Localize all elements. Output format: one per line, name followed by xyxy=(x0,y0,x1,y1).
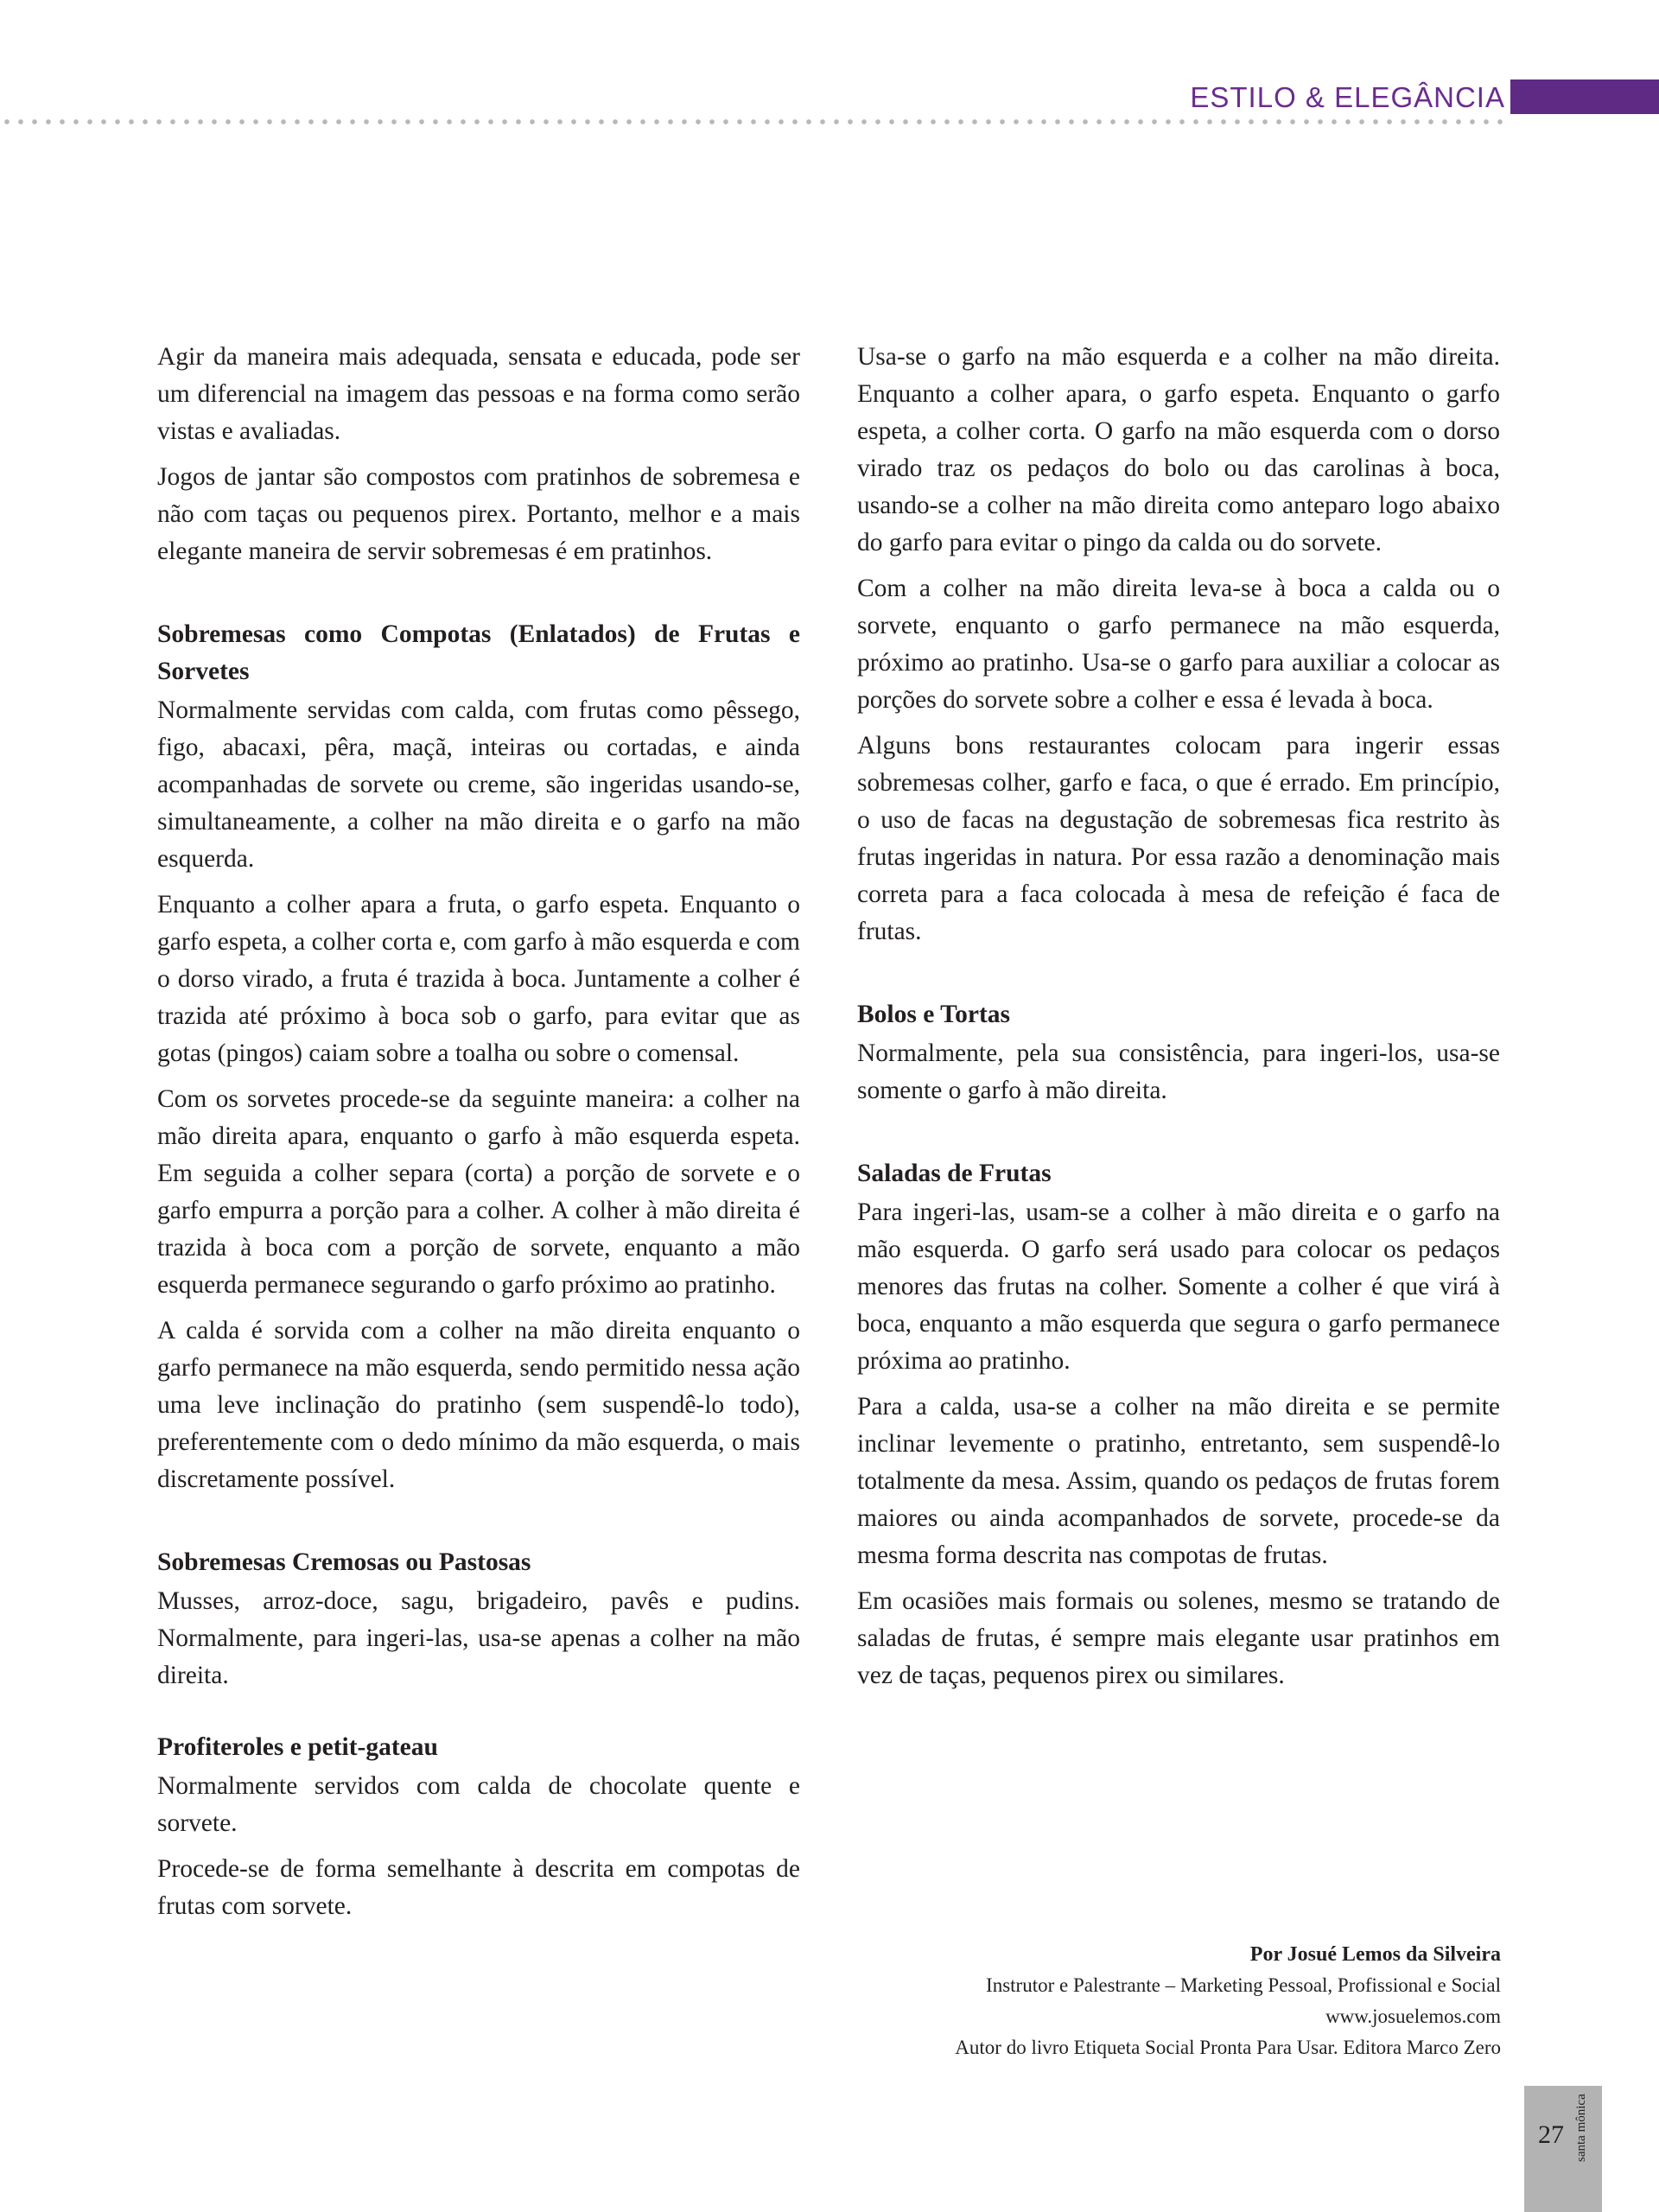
paragraph: Enquanto a colher apara a fruta, o garfo espeta. Enquanto o garfo espeta, a colher corta e, com garfo à mão esquerda e com o dorso virado, a fruta é trazida à boca. Juntamente a colher é trazida até próximo à boca sob o garfo, para evitar que as gotas (pingos) caiam sobre a toalha ou sobre o comensal. xyxy=(157,891,800,1067)
paragraph: Usa-se o garfo na mão esquerda e a colher na mão direita. Enquanto a colher apara, o garfo espeta. Enquanto o garfo espeta, a colher corta. O garfo na mão esquerda com o dorso virado traz os pedaços do bolo ou das carolinas à boca, usando-se a colher na mão direita como anteparo logo abaixo do garfo para evitar o pingo da calda ou do sorvete. xyxy=(857,343,1500,556)
paragraph: Procede-se de forma semelhante à descrita em compotas de frutas com sorvete. xyxy=(157,1855,800,1920)
paragraph: A calda é sorvida com a colher na mão direita enquanto o garfo permanece na mão esquerda, sendo permitido nessa ação uma leve inclinação do pratinho (sem suspendê-lo todo), preferentemente com o dedo mínimo da mão esquerda, o mais discretamente possível. xyxy=(157,1317,800,1493)
paragraph: Para a calda, usa-se a colher na mão direita e se permite inclinar levemente o pratinho, entretanto, sem suspendê-lo totalmente da mesa. Assim, quando os pedaços de frutas forem maiores ou ainda acompanhados de sorvete, procede-se da mesma forma descrita nas compotas de frutas. xyxy=(857,1393,1500,1569)
section-heading-saladas: Saladas de Frutas xyxy=(857,1160,1052,1187)
section-title: ESTILO & ELEGÂNCIA xyxy=(1190,81,1505,113)
paragraph: Jogos de jantar são compostos com pratinhos de sobremesa e não com taças ou pequenos pirex. Portanto, melhor e a mais elegante maneira de servir sobremesas é em pratinhos. xyxy=(157,463,800,565)
author-role: Instrutor e Palestrante – Marketing Pessoal, Profissional e Social xyxy=(986,1974,1501,1996)
section-heading-cremosas: Sobremesas Cremosas ou Pastosas xyxy=(157,1548,531,1576)
paragraph: Agir da maneira mais adequada, sensata e educada, pode ser um diferencial na imagem das pessoas e na forma como serão vistas e avaliadas. xyxy=(157,343,800,445)
paragraph: Musses, arroz-doce, sagu, brigadeiro, pavês e pudins. Normalmente, para ingeri-las, usa-se apenas a colher na mão direita. xyxy=(157,1587,800,1689)
page-number-tab xyxy=(1524,2086,1602,2212)
author-signature xyxy=(844,1939,1501,2063)
paragraph: Normalmente servidas com calda, com frutas como pêssego, figo, abacaxi, pêra, maçã, inteiras ou cortadas, e ainda acompanhadas de sorvete ou creme, são ingeridas usando-se, simultaneamente, a colher na mão direita e o garfo na mão esquerda. xyxy=(157,696,800,873)
paragraph: Em ocasiões mais formais ou solenes, mesmo se tratando de saladas de frutas, é sempre mais elegante usar pratinhos em vez de taças, pequenos pirex ou similares. xyxy=(857,1587,1500,1689)
paragraph: Normalmente servidos com calda de chocolate quente e sorvete. xyxy=(157,1772,800,1837)
left-column xyxy=(157,339,800,1934)
author-website[interactable]: www.josuelemos.com xyxy=(1325,2005,1501,2027)
section-heading-bolos: Bolos e Tortas xyxy=(857,1001,1011,1028)
paragraph: Com a colher na mão direita leva-se à boca a calda ou o sorvete, enquanto o garfo permanece na mão esquerda, próximo ao pratinho. Usa-se o garfo para auxiliar a colocar as porções do sorvete sobre a colher e essa é levada à boca. xyxy=(857,575,1500,714)
paragraph: Normalmente, pela sua consistência, para ingeri-los, usa-se somente o garfo à mão direita. xyxy=(857,1039,1500,1104)
section-heading-profiteroles: Profiteroles e petit-gateau xyxy=(157,1733,438,1761)
paragraph: Para ingeri-las, usam-se a colher à mão direita e o garfo na mão esquerda. O garfo será usado para colocar os pedaços menores das frutas na colher. Somente a colher é que virá à boca, enquanto a mão esquerda que segura o garfo permanece próxima ao pratinho. xyxy=(857,1198,1500,1375)
right-column xyxy=(857,339,1500,1703)
paragraph: Alguns bons restaurantes colocam para ingerir essas sobremesas colher, garfo e faca, o que é errado. Em princípio, o uso de facas na degustação de sobremesas fica restrito às frutas ingeridas in natura. Por essa razão a denominação mais correta para a faca colocada à mesa de refeição é faca de frutas. xyxy=(857,732,1500,945)
author-name: Por Josué Lemos da Silveira xyxy=(1249,1943,1501,1966)
section-heading-compotas: Sobremesas como Compotas (Enlatados) de Frutas e Sorvetes xyxy=(157,620,800,685)
author-book: Autor do livro Etiqueta Social Pronta Para Usar. Editora Marco Zero xyxy=(955,2037,1501,2058)
magazine-name: santa mônica xyxy=(1574,2094,1588,2162)
header-accent-bar xyxy=(1510,79,1659,114)
dotted-divider xyxy=(0,118,1510,125)
paragraph: Com os sorvetes procede-se da seguinte maneira: a colher na mão direita apara, enquanto o garfo à mão esquerda espeta. Em seguida a colher separa (corta) a porção de sorvete e o garfo empurra a porção para a colher. A colher à mão direita é trazida à boca com a porção de sorvete, enquanto a mão esquerda permanece segurando o garfo próximo ao pratinho. xyxy=(157,1085,800,1299)
page-number: 27 xyxy=(1538,2120,1564,2149)
